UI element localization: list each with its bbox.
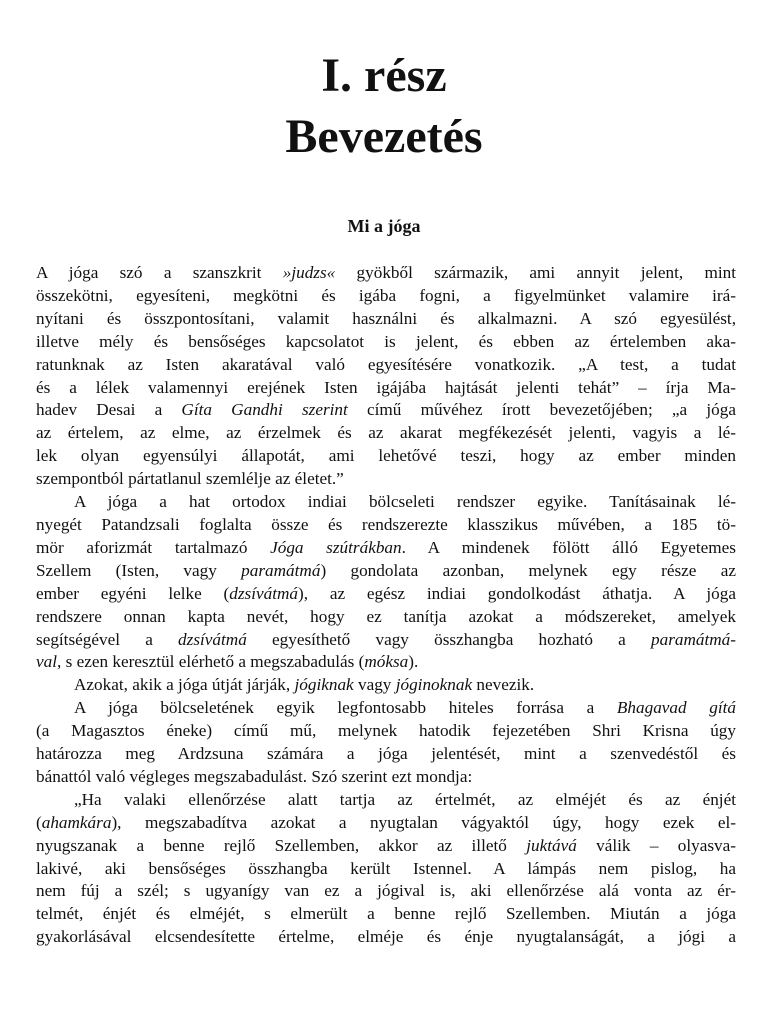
text-line xyxy=(36,399,736,422)
chapter-title: Bevezetés xyxy=(285,110,483,163)
text-run: Azokat, akik a jóga útját járják, xyxy=(74,675,295,695)
text-line xyxy=(36,651,736,674)
text-line xyxy=(36,926,736,949)
text-line xyxy=(36,354,736,377)
text-line xyxy=(36,560,736,583)
text-run: ember egyéni lelke ( xyxy=(36,583,230,603)
text-line xyxy=(36,377,736,400)
text-line xyxy=(36,285,736,308)
italic-term: jóginoknak xyxy=(395,675,473,695)
text-run: vagy xyxy=(353,675,396,695)
text-run: gyökből származik, ami annyit jelent, mint xyxy=(335,263,736,282)
text-line xyxy=(36,858,736,881)
text-run: ratunknak az Isten akaratával való egyesítésére vonatkozik. „A test, a tudat xyxy=(36,354,736,374)
text-line xyxy=(36,720,736,743)
italic-term: dzsívátmá xyxy=(178,629,247,649)
text-run: mör aforizmát tartalmazó xyxy=(36,537,271,557)
section-title: Mi a jóga xyxy=(347,216,421,236)
text-line xyxy=(36,697,736,720)
text-run: (a Magasztos éneke) című mű, melynek hatodik fejezetében Shri Krisna úgy xyxy=(36,721,736,741)
text-run: ), az egész indiai gondolkodást áthatja. A jóga xyxy=(298,583,736,603)
text-run: A jóga bölcseletének egyik legfontosabb hiteles forrása a xyxy=(74,698,617,718)
text-run: ). xyxy=(408,652,419,672)
text-run: ), megszabadítva azokat a nyugtalan vágyaktól úgy, hogy ezek el- xyxy=(111,812,736,832)
text-line xyxy=(36,468,736,491)
text-line xyxy=(36,674,736,697)
text-line xyxy=(36,445,736,468)
text-run: nyugszanak a benne rejlő Szellemben, akkor az illető xyxy=(36,835,527,855)
text-line xyxy=(36,491,736,514)
text-run: A jóga a hat ortodox indiai bölcseleti rendszer egyike. Tanításainak lé- xyxy=(74,492,736,512)
text-run: ) gondolata azonban, melynek egy része az xyxy=(320,560,736,580)
text-run: Szellem (Isten, vagy xyxy=(36,560,242,580)
text-run: és a lélek valamennyi erejének Isten igájába hajtását jelenti tehát” – írja Ma- xyxy=(36,377,736,397)
text-run: határozza meg Ardzsuna számára a jóga jelentését, mint a szenvedéstől és xyxy=(36,744,736,764)
text-run: lakivé, aki bensőséges összhangba került Istennel. A lámpás nem pislog, ha xyxy=(36,858,736,878)
text-line xyxy=(36,583,736,606)
text-run: bánattól való végleges megszabadulást. Szó szerint ezt mondja: xyxy=(36,766,473,786)
italic-term: móksa xyxy=(364,652,409,672)
text-line xyxy=(36,880,736,903)
italic-term: Jóga szútrákban xyxy=(270,537,402,557)
text-run: lek olyan egyensúlyi állapotát, ami lehetővé teszi, hogy az ember minden xyxy=(36,446,736,466)
text-run: gyakorlásával elcsendesítette értelme, elméje és énje nyugtalanságát, a jógi a xyxy=(36,927,736,947)
text-line xyxy=(36,308,736,331)
text-line xyxy=(36,812,736,835)
text-run: összekötni, egyesíteni, megkötni és igába fogni, a figyelmünket valamire irá- xyxy=(36,285,736,305)
text-run: egyesíthető vagy összhangba hozható a xyxy=(246,629,651,649)
text-run: nevezik. xyxy=(472,675,535,695)
text-line xyxy=(36,537,736,560)
text-run: nyítani és összpontosítani, valamit használni és alkalmazni. A szó egyesülést, xyxy=(36,308,736,328)
italic-term: paramátmá- xyxy=(651,629,736,649)
italic-term: juktává xyxy=(526,835,577,855)
italic-term: Bhagavad gítá xyxy=(616,698,736,718)
body-text xyxy=(36,262,736,949)
part-heading: I. rész xyxy=(321,49,447,102)
text-line xyxy=(36,743,736,766)
text-line xyxy=(36,766,736,789)
text-run: című művéhez írott bevezetőjében; „a jóga xyxy=(347,400,736,420)
text-line xyxy=(36,789,736,812)
text-run: A jóga szó a szanszkrit xyxy=(36,263,283,282)
text-run: hadev Desai a xyxy=(36,400,182,420)
italic-term: jógiknak xyxy=(294,675,354,695)
text-run: az értelem, az elme, az érzelmek és az akarat megfékezését jelenti, vagyis a lé- xyxy=(36,423,736,443)
text-line xyxy=(36,835,736,858)
text-run: ( xyxy=(36,812,42,832)
italic-term: »judzs« xyxy=(282,263,336,282)
italic-term: dzsívátmá xyxy=(229,583,299,603)
text-line xyxy=(36,331,736,354)
text-line xyxy=(36,903,736,926)
text-line xyxy=(36,629,736,652)
text-run: telmét, énjét és elméjét, s elmerült a benne rejlő Szellemben. Miután a jóga xyxy=(36,904,736,924)
italic-term: ahamkára xyxy=(41,812,112,832)
text-line xyxy=(36,606,736,629)
text-run: szempontból pártatlanul szemlélje az életet.” xyxy=(36,469,344,489)
italic-term: Gíta Gandhi szerint xyxy=(181,400,348,420)
text-run: illetve mély és bensőséges kapcsolatot is jelent, és ebben az értelemben aka- xyxy=(36,331,736,351)
text-line xyxy=(36,514,736,537)
text-line xyxy=(36,262,736,285)
text-run: nyegét Patandzsali foglalta össze és rendszerezte klasszikus művében, a 185 tö- xyxy=(36,514,736,534)
text-run: rendszere onnan kapta nevét, hogy ez tanítja azokat a módszereket, amelyek xyxy=(36,606,736,626)
text-run: nem fúj a szél; s ugyanígy van ez a jógival is, aki ellenőrzése alá vonta az ér- xyxy=(36,881,736,901)
text-run: segítségével a xyxy=(36,629,179,649)
text-run: válik – olyasva- xyxy=(576,835,736,855)
italic-term: paramátmá xyxy=(241,560,321,580)
text-run: „Ha valaki ellenőrzése alatt tartja az értelmét, az elméjét és az énjét xyxy=(74,789,736,809)
italic-term: val xyxy=(36,652,57,672)
text-run: . A mindenek fölött álló Egyetemes xyxy=(401,537,736,557)
text-run: , s ezen keresztül elérhető a megszabadulás ( xyxy=(57,652,365,672)
text-line xyxy=(36,422,736,445)
